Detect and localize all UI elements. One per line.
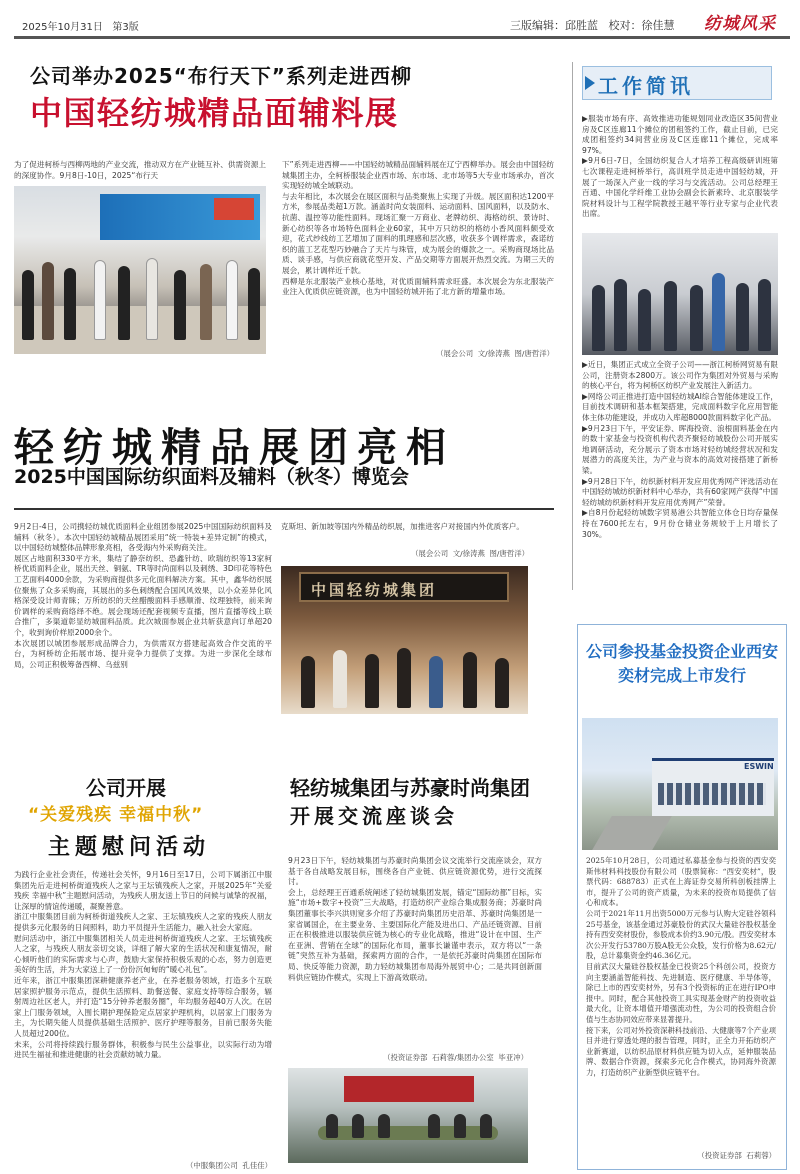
masthead <box>0 0 800 40</box>
article1-credit: （展会公司 文/徐涛燕 图/唐哲洋） <box>436 349 554 358</box>
editor-credits: 三版编辑：邱胜蓝 校对：徐佳慧 <box>510 19 675 32</box>
news-brief-photo <box>582 233 778 355</box>
article4-body: 9月23日下午，轻纺城集团与苏豪时尚集团会议交流举行交流座谈会，双方基于各自战略发展目标，围绕各自产业链、供应链资源优势，进行交流探讨。 会上，总经理王百通系统阐述了轻纺城集团发展，锚定“国际纺都”目标，实施“市场+数字+投资”三大战略，打造纺织产业综合集成服务商；苏豪时尚集团董事长李兴洪则宽多介绍了苏豪时尚集团历史沿革、苏豪时尚集团是一家省属国企，在主要业务、主要国际化产能及进出口、产品还链资源、目前正在积极推进以服装供应链为核心的专业化战略，推进“设计在中国、生产在亚洲、营销在全球”的国际化布局，董事长谦谨申表示，双方将以“一条链”突然互补为基础，探索两方面的合作，一是依托苏豪时尚集团在国际布局、快反等能力资源，助力轻纺城集团布局海外展贸中心；二是共同创新面料供应链协作模式，实现上下游高效联动。 <box>288 856 542 982</box>
article1-photo <box>14 186 266 354</box>
article2-photo <box>281 566 528 714</box>
article3-title: 主题慰问活动 <box>48 835 211 860</box>
article2-rule <box>14 508 554 510</box>
article6-title: 公司参投基金投资企业西安奕材完成上市发行 <box>585 642 778 685</box>
right-column-rule <box>572 62 573 590</box>
article6-photo <box>582 718 778 850</box>
news-brief-items-top: ▶服装市场有序、高效推进功能规划同业改造区35间营业房及C区连廊11个摊位的团租签约工作，截止目前，已完成团租签约34间营业房及C区连廊11个摊位，完成率97%。 ▶9月6日-7日，全国纺织复合人才培养工程高级研训班第七次课程走进柯桥举行，高训班学员走进中国轻纺城，开展了一场深入产业一线的学习与交流活动。公司总经理王百通、中国化学纤维工业协会副会长新素玲、北京服装学院材料设计与工程学院教授王越平等行业专家与企业代表出席。 <box>582 114 778 219</box>
article4-title-line2: 开展交流座谈会 <box>290 804 458 828</box>
article3-kicker: 公司开展 <box>86 776 166 800</box>
article2-body-cont: 克斯坦、新加坡等国内外精品纺织展，加推进客户对接国内外优质客户。 <box>281 522 524 531</box>
article6-credit: （投资证券部 石莉蓉） <box>697 1151 776 1160</box>
article3-body: 为践行企业社会责任，传递社会关怀，9月16日至17日，公司下属浙江中服集团先后走进柯桥街道残疾人之家与王坛镇残疾人之家，开展2025年“关爱残疾 幸福中秋”主题慰问活动，为残疾人朋友送上节日的问候与诚挚的祝福，让深厚的情谊传递暖，凝聚善意。 浙江中服集团目前为柯桥街道残疾人之家、王坛镇残疾人之家的残疾人朋友提供多元化服务的日间照料，助力平员提升生活能力，融入社会大家庭。 慰问活动中，浙江中服集团相关人员走进柯桥街道残疾人之家、王坛镇残疾人之家，与残疾人朋友亲切交谈，详细了解大家的生活状况和康复情况，耐心倾听他们的实际需求与心声，鼓励大家保持积极乐观的心态，努力创造更美好的生活，并为大家送上了一份份沉甸甸的“暖心礼包”。 近年来，浙江中服集团深耕健康养老产业，在养老服务领域，打造多个互联居家照护服务示范点，提供生活照料、助餐送餐、家庭支持等综合服务，辐射周边社区老人，并打造“15分钟养老服务圈”，年均服务超40万人次。在居家上门服务领域，入围长期护理保险定点居家护理机构，以居家上门服务为主，为长期失能人员提供基础生活照护、医疗护理等服务，目前已服务失能人员超过200位。 未来，公司将持续践行服务群体，积极参与民生公益事业，以实际行动为增进民生福祉和推进健康的社会贡献纺城力量。 <box>14 870 272 1060</box>
article1-body: 下”系列走进西柳——中国轻纺城精品面辅料展在辽宁西柳举办。展会由中国轻纺城集团主办，全柯桥服装企业西市场、东市场、北市场等5大专业市场承办，首次实现轻纺城全域联动。 与去年相比，本次展会在展区面积与品类聚焦上实现了升级。展区面积达1200平方米，参展品类超1万款。涵盖时尚女装面料、运动面料、国风面料，以及防水、抗菌、温控等功能性面料。现场汇聚一万商业、老牌纺织、海格纺织、景诗时、新心纺织等各市场特色面料企业60家，其中万只纺织的格纺小香风面料颇受欢迎，花式纱线纺工艺增加了面料的肌理感和层次感，收获多个调样需求，森诺纺织的蓝工艺花型巧妙融合了天片与珠管，成为展会的爆款之一。采购商现场比品质、谈手感，与供应商就花型开发、产品交期等方面展开热烈交流。为期三天的展会，累计调样近千款。 西柳是东北服装产业核心基地，对优质面辅料需求旺盛。本次展会为东北服装产业注入优质供应链资源，也为中国轻纺城开拓了北方新的增量市场。 <box>282 160 554 297</box>
article2-credit: （展会公司 文/徐涛燕 图/唐哲洋） <box>411 549 529 558</box>
article1-lead: 为了促进柯桥与西柳两地的产业交流，推动双方在产业链互补、供需资源上的深度协作。9月8日-10日，2025“布行天 <box>14 160 266 180</box>
news-brief-items-bottom: ▶近日，集团正式成立全资子公司——浙江柯桥网贸易有限公司，注册资本2800万。该公司作为集团对外贸易与采购的核心平台，将为柯桥区纺织产业发展注入新活力。 ▶网络公司正推进打造中国轻纺城AI综合智能体建设工作，目前技术调研和基本框架搭建，完成面料数字化应用智能体主体功能建设，并成功入库超8000款面料数字化产品。 ▶9月23日下午，平安证券、晖海投资、浪根面料基金在内的数十家基金与投资机构代表齐聚轻纺城股份公司开展实地调研活动，充分展示了资本市场对轻纺城经营状况和发展潜力的高度关注，为产业与资本的高效对接搭建了新桥梁。 ▶9月28日下午，纺织新材料开发应用优秀网产评选活动在中国轻纺城纺织新材料中心举办，共有60家网产获得“中国轻纺城纺织新材料开发应用优秀网产”荣誉。 ▶自8月份起轻纺城数字贸易港公共智能立体仓日均存量保持在7600托左右，9月份仓储业务规较于上月增长了30%。 <box>582 360 778 539</box>
article2-subtitle: 2025中国国际纺织面料及辅料（秋冬）博览会 <box>14 466 409 488</box>
news-brief-title: 工作简讯 <box>598 74 694 98</box>
article4-title-line1: 轻纺城集团与苏豪时尚集团 <box>290 776 530 800</box>
article2-body: 9月2日-4日，公司携轻纺城优质面料企业组团参展2025中国国际纺织面料及辅料（秋冬）。本次中国轻纺城精品展团采用“统一特装+差异定制”的模式，以中国轻纺城整体品牌形象亮相，各受海内外采购商关注。 展区占地面积330平方米，集结了静奈纺织、恐鑫针纺、欧瑞纺织等13家柯桥优质面料企业，展出天丝、铜氨、TR等时尚面料以及刺绣、3D印花等特色工艺面料4000余款，为采购商提供多元化面料解决方案。其中，鑫华纺织展位聚焦了众多采购商，其展出的多色刺绣配合国风风效果，以小众差异化风格深受设计师青睐；万所纺织的天丝醋酸面料手感顺滑、纹理独特，前来询价调样的采购商络绎不绝。展会现场还配套视频专直播，图片直播等线上联合推广，多渠道彰显纺城面料品质。此次城面参展企业共斩获意向订单超20个，收到询价样原2000余个。 本次展团以城团参展形成品牌合力，为供需双方搭建起高效合作交流的平台，为柯桥纺企拓展市场、提升竞争力提供了支撑。为进一步深化全球布局，公司正积极筹备西柳、乌兹别 <box>14 522 272 669</box>
article2-title: 轻纺城精品展团亮相 <box>14 425 455 471</box>
masthead-logo: 纺城风采 <box>704 14 776 34</box>
article3-theme: “关爱残疾 幸福中秋” <box>28 805 204 825</box>
article1-title: 中国轻纺城精品面辅料展 <box>30 94 399 132</box>
masthead-rule <box>14 36 790 39</box>
article3-credit: （中服集团公司 孔佳佳） <box>186 1161 272 1170</box>
photo-sign-text: 中国轻纺城集团 <box>311 581 438 599</box>
issue-date: 2025年10月31日 第3版 <box>22 22 139 33</box>
eswin-logo: ESWIN <box>744 762 774 771</box>
article1-kicker: 公司举办2025“布行天下”系列走进西柳 <box>30 64 412 88</box>
article4-photo <box>288 1068 528 1163</box>
article4-credit: （投资证券部 石莉蓉/集团办公室 毕亚冲） <box>383 1053 528 1062</box>
article6-body: 2025年10月28日，公司通过私募基金参与投资的西安奕斯伟材料科技股份有限公司（股票简称：“西安奕材”，股票代码：688783）正式在上海证券交易所科创板挂牌上市，提升了公司的资产质量，为未来的投资布局提供了信心和成本。 公司于2021年11月出资5000万元参与认购大定硅谷领科25号基金，该基金通过苏豪股份的武汉大量硅谷股权基金持有西安奕材股份，参股成本价约3.90元/股。西安奕材本次公开发行53780万股A股无公众股，发行价格为8.62元/股，总计募集资金约46.36亿元。 目前武汉大量硅谷股权基金已投资25个科创公司，投资方向主要涵盖智能科技、先进制造、医疗健康、半导体等，除已上市的西安奕材外，另有3个投资标的正在进行IPO申报中。同时，配合其他投资工具实现基金财产的投资收益最大化，让资本增值开增强流动性，为公司的投资组合价值与生态协同效应带来显著提升。 接下来，公司对外投资深耕科技前沿、大健康等7个产业项目并进行穿透处理的报告管理，同时，正全力开拓纺织产业新赛道，以纺织品原材料供应链为切入点，延伸服装品牌、数据合作资源，探索多元化合作模式，协同海外资源力，打造纺织产业新型供应链平台。 <box>586 856 776 1077</box>
arrow-right-icon <box>585 76 595 90</box>
